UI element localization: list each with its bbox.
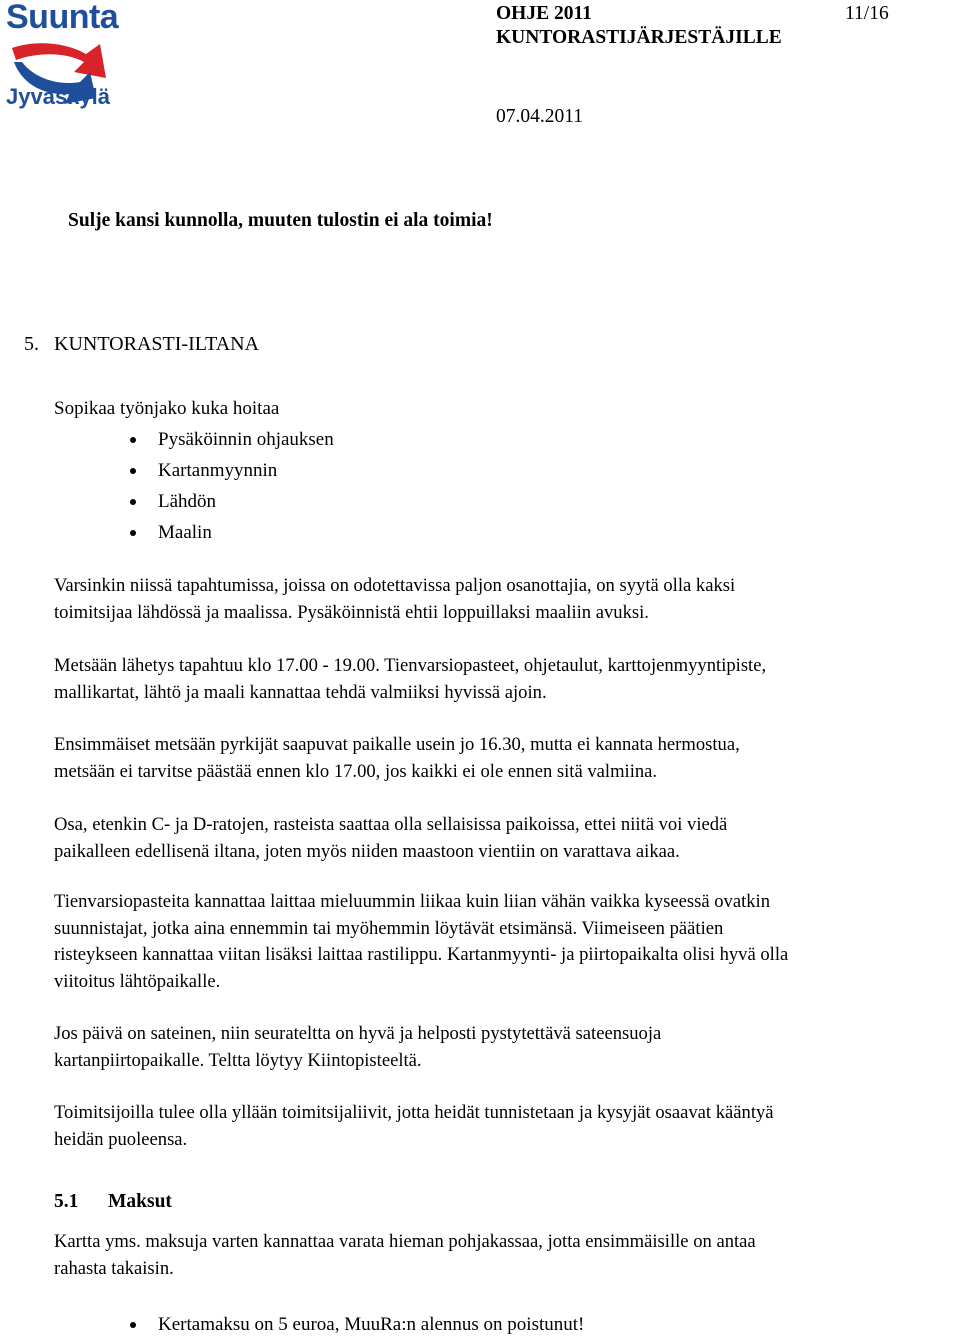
paragraph-line: Toimitsijoilla tulee olla yllään toimitsijaliivit, jotta heidät tunnistetaan ja kysyjät osaavat kääntyä — [54, 1102, 774, 1123]
paragraph-line: Kartta yms. maksuja varten kannattaa varata hieman pohjakassaa, jotta ensimmäisille on antaa — [54, 1231, 756, 1252]
list-item: Kertamaksu on 5 euroa, MuuRa:n alennus on poistunut! — [130, 1309, 584, 1340]
logo-name-suunta: Suunta — [6, 0, 119, 36]
paragraph-road-signs — [54, 889, 788, 995]
paragraph-line: risteykseen kannattaa viitan lisäksi laittaa rastilippu. Kartanmyynti- ja piirtopaikalta olisi hyvä olla — [54, 944, 789, 965]
suunta-jyvaskyla-logo — [4, 0, 119, 114]
section-5-1-title: Maksut — [108, 1191, 172, 1212]
paragraph-line: kartanpiirtopaikalle. Teltta löytyy Kiintopisteeltä. — [54, 1049, 422, 1071]
list-item: Maalin — [130, 517, 334, 548]
section-5-1-number: 5.1 — [54, 1191, 79, 1212]
paragraph-controls — [54, 812, 727, 865]
paragraph-line: heidän puoleensa. — [54, 1128, 188, 1150]
logo-name-jyvaskyla: Jyväskylä — [6, 84, 110, 109]
paragraph-early-arrivals — [54, 732, 740, 785]
audience-title: KUNTORASTIJÄRJESTÄJILLE — [496, 27, 782, 48]
section-5-intro: Sopikaa työnjako kuka hoitaa — [54, 398, 280, 419]
paragraph-line: paikalleen edellisenä iltana, joten myös niiden maastoon vientiin on varattava aikaa. — [54, 840, 680, 862]
printer-notice: Sulje kansi kunnolla, muuten tulostin ei ala toimia! — [68, 210, 493, 231]
paragraph-rain-shelter — [54, 1021, 661, 1074]
paragraph-line: rahasta takaisin. — [54, 1257, 174, 1279]
paragraph-line: suunnistajat, jotka aina ennemmin tai myöhemmin löytävät etsimänsä. Viimeiseen päätien — [54, 917, 724, 939]
fee-list — [130, 1309, 584, 1340]
paragraph-line: Tienvarsiopasteita kannattaa laittaa mieluummin liikaa kuin liian vähän vaikka kyseessä ovatkin — [54, 891, 771, 912]
paragraph-line: Osa, etenkin C- ja D-ratojen, rasteista saattaa olla sellaisissa paikoissa, ettei niitä voi viedä — [54, 814, 728, 835]
paragraph-line: metsään ei tarvitse päästää ennen klo 17.00, jos kaikki ei ole ennen sitä valmiina. — [54, 760, 658, 782]
section-5-title: KUNTORASTI-ILTANA — [54, 333, 260, 355]
paragraph-vests — [54, 1100, 774, 1153]
paragraph-line: Varsinkin niissä tapahtumissa, joissa on odotettavissa paljon osanottajia, on syytä olla kaksi — [54, 575, 736, 596]
paragraph-line: Jos päivä on sateinen, niin seurateltta on hyvä ja helposti pystytettävä sateensuoja — [54, 1023, 662, 1044]
section-5-number: 5. — [24, 333, 39, 355]
paragraph-line: mallikartat, lähtö ja maali kannattaa tehdä valmiiksi hyvissä ajoin. — [54, 681, 547, 703]
list-item: Kartanmyynnin — [130, 455, 334, 486]
paragraph-line: toimitsijaa lähdössä ja maalissa. Pysäköinnistä ehtii loppuillaksi maaliin avuksi. — [54, 601, 649, 623]
task-list — [130, 424, 334, 548]
list-item: Pysäköinnin ohjauksen — [130, 424, 334, 455]
document-date: 07.04.2011 — [496, 106, 584, 127]
paragraph-line: Metsään lähetys tapahtuu klo 17.00 - 19.00. Tienvarsiopasteet, ohjetaulut, karttojenmyyntipiste, — [54, 655, 767, 676]
paragraph-payments — [54, 1229, 756, 1282]
paragraph-staffing — [54, 573, 735, 626]
paragraph-start-times — [54, 653, 766, 706]
doc-code: OHJE 2011 — [496, 3, 592, 24]
page-number: 11/16 — [845, 3, 889, 24]
paragraph-line: viitoitus lähtöpaikalle. — [54, 970, 221, 992]
paragraph-line: Ensimmäiset metsään pyrkijät saapuvat paikalle usein jo 16.30, mutta ei kannata hermostua, — [54, 734, 740, 755]
list-item: Lähdön — [130, 486, 334, 517]
